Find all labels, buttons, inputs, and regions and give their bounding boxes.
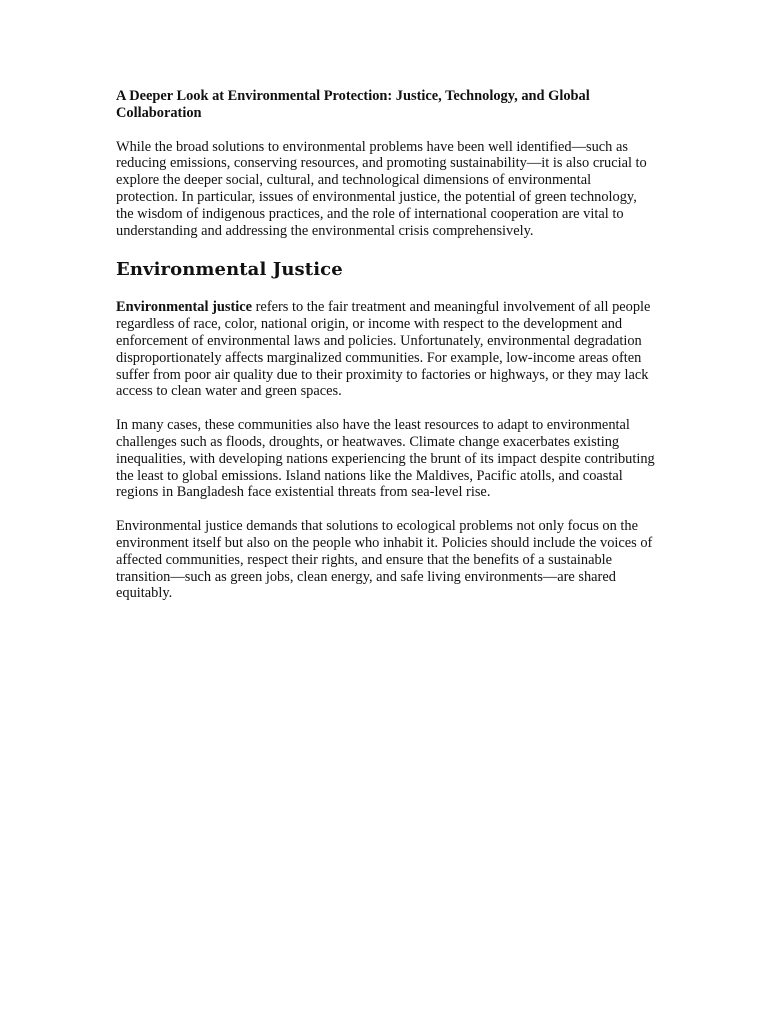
document-title: A Deeper Look at Environmental Protection: Justice, Technology, and Global Collaboration (116, 88, 590, 121)
document-body (116, 88, 656, 619)
section-heading: Environmental Justice (116, 259, 343, 281)
justice-paragraph-1 (116, 299, 656, 400)
defined-term: Environmental justice (116, 299, 253, 316)
justice-paragraph-3: Environmental justice demands that solutions to ecological problems not only focus on the environment itself but also on the people who inhabit it. Policies should include the voices of affected communities, respect their rights, and ensure that the benefits of a sustainable transition—such as green jobs, clean energy, and safe living environments—are shared equitably. (116, 518, 653, 602)
justice-paragraph-1-text: refers to the fair treatment and meaningful involvement of all people regardless of race, color, national origin, or income with respect to the development and enforcement of environmental laws and policies. Unfortunately, environmental degradation disproportionately affects marginalized communities. For example, low-income areas often suffer from poor air quality due to their proximity to factories or highways, or they may lack access to clean water and green spaces. (116, 299, 651, 400)
intro-paragraph: While the broad solutions to environmental problems have been well identified—such as reducing emissions, conserving resources, and promoting sustainability—it is also crucial to explore the deeper social, cultural, and technological dimensions of environmental protection. In particular, issues of environmental justice, the potential of green technology, the wisdom of indigenous practices, and the role of international cooperation are vital to understanding and addressing the environmental crisis comprehensively. (116, 138, 647, 239)
justice-paragraph-2: In many cases, these communities also have the least resources to adapt to environmental challenges such as floods, droughts, or heatwaves. Climate change exacerbates existing inequalities, with developing nations experiencing the brunt of its impact despite contributing the least to global emissions. Island nations like the Maldives, Pacific atolls, and coastal regions in Bangladesh face existential threats from sea-level rise. (116, 417, 655, 501)
